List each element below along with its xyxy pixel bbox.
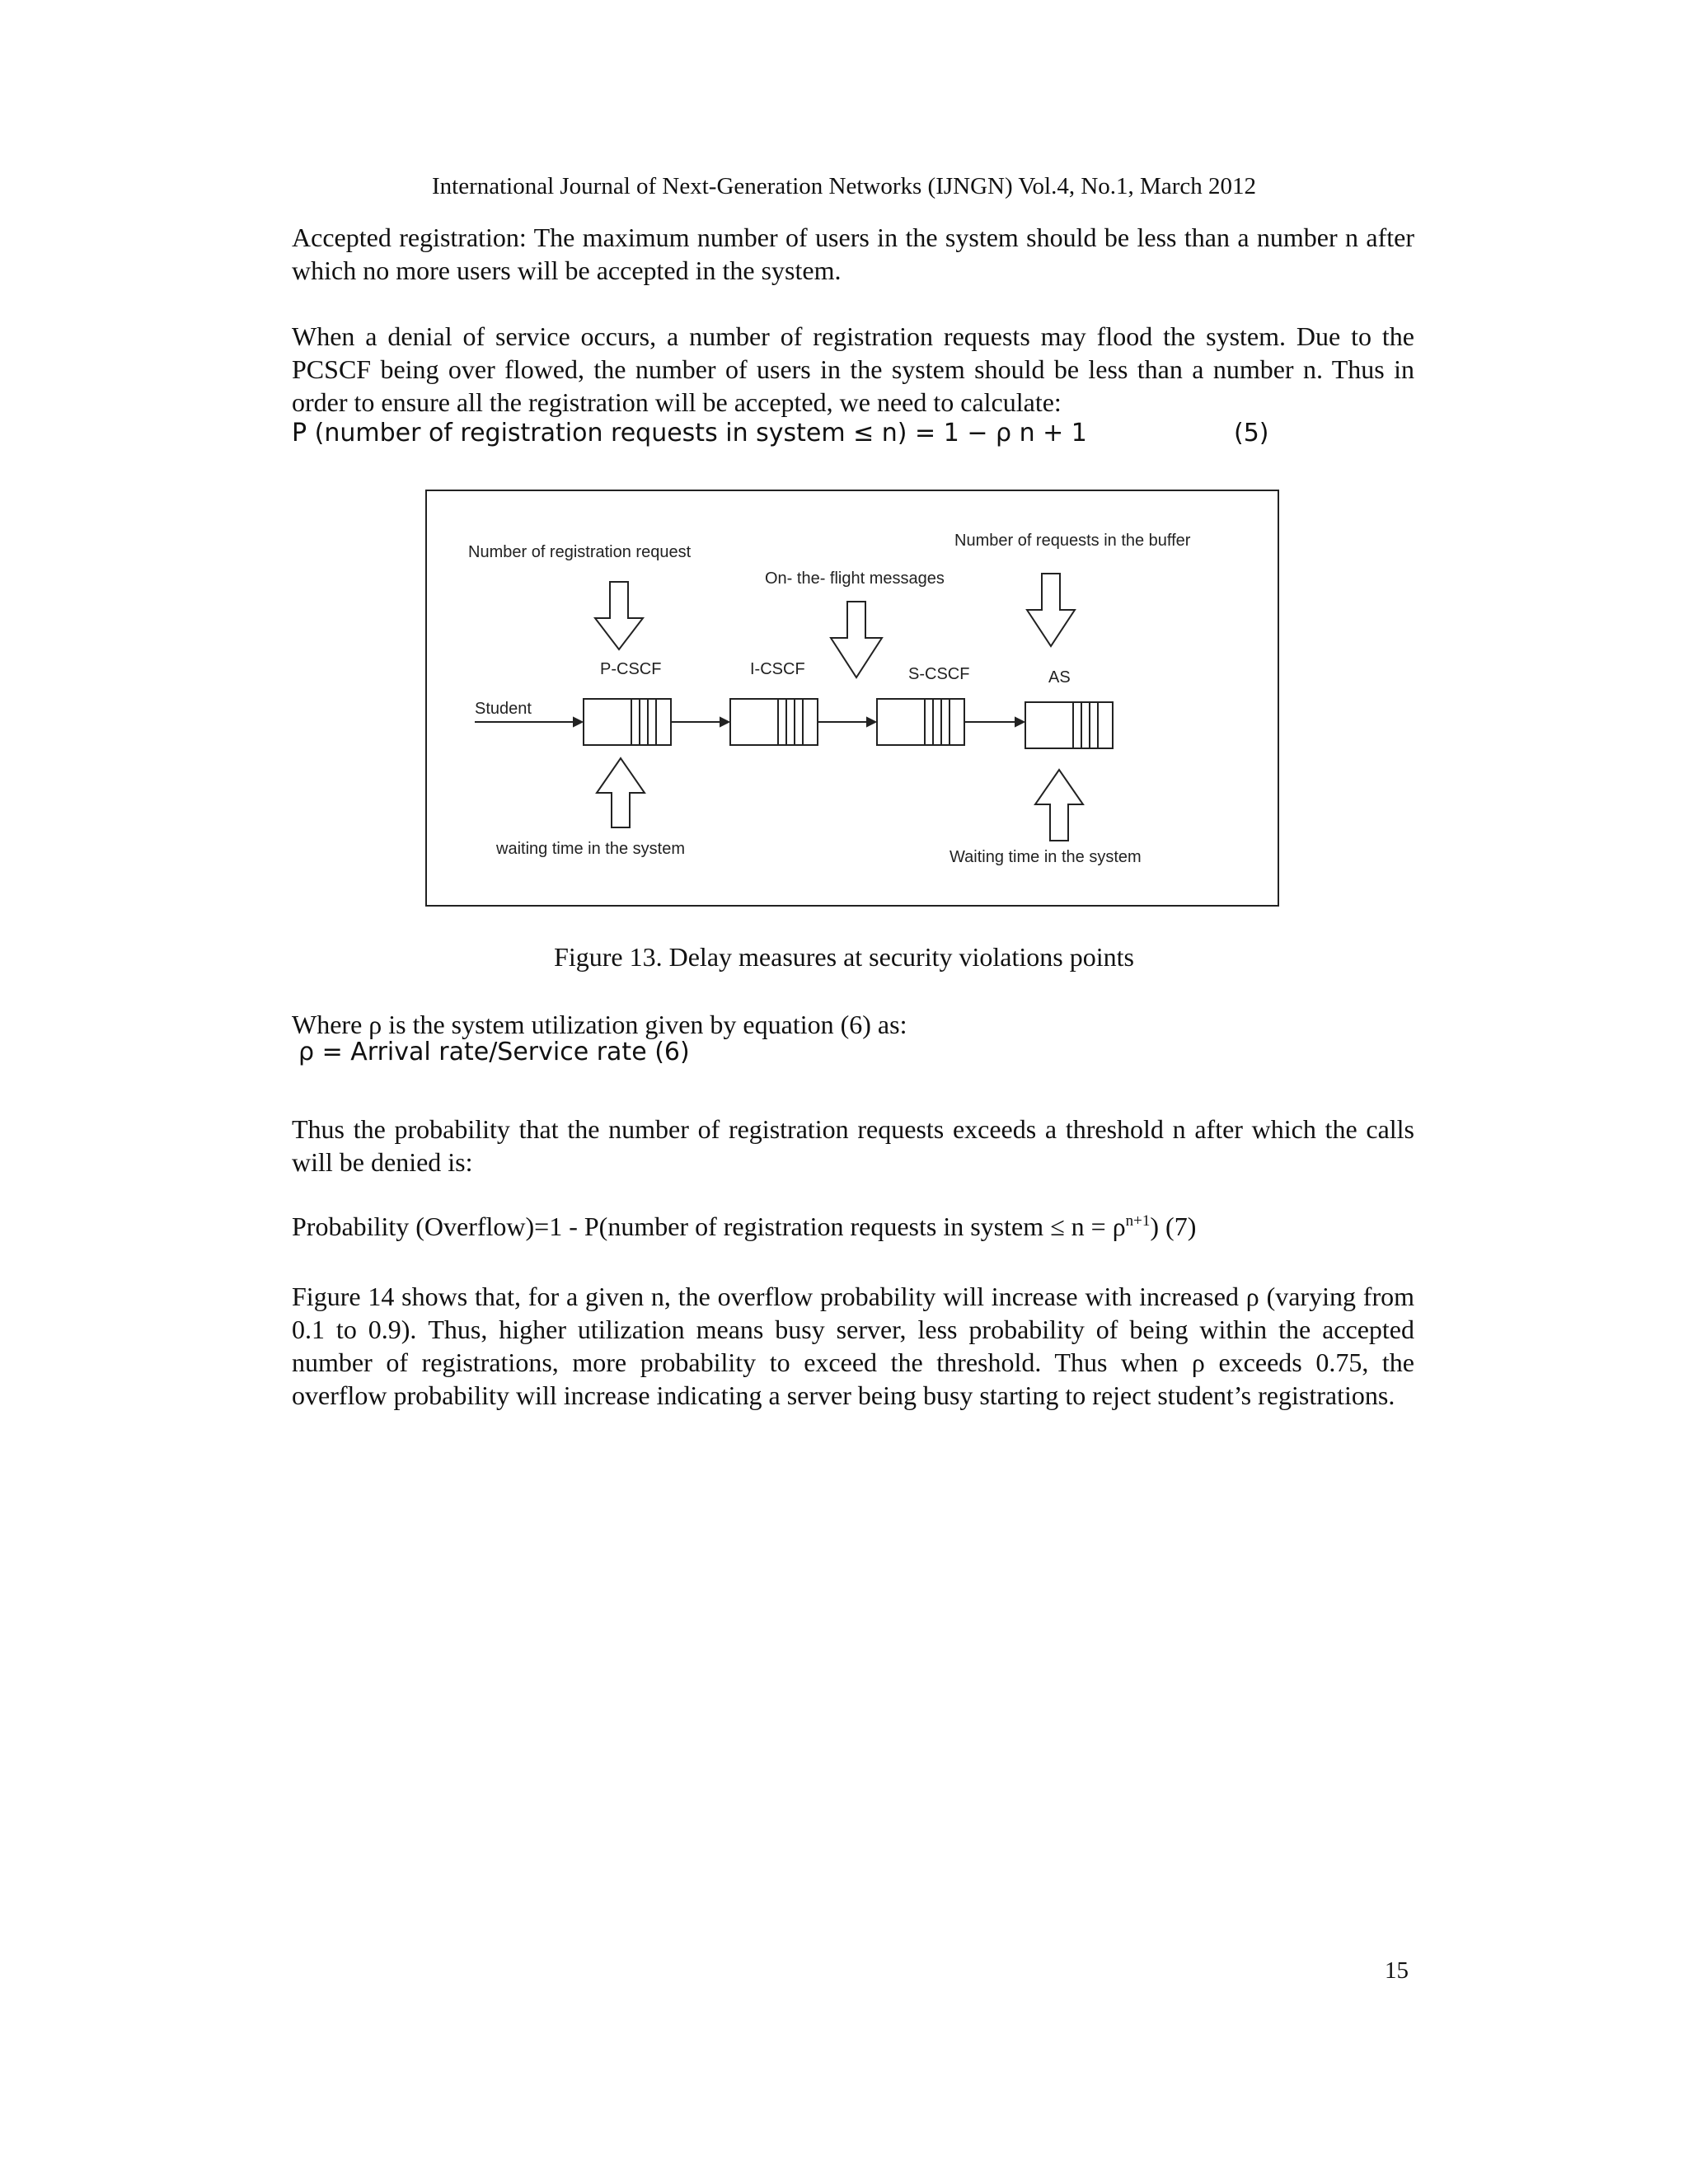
page-number: 15 — [1385, 1957, 1409, 1984]
label-on-the-flight: On- the- flight messages — [765, 569, 945, 588]
label-icscf: I-CSCF — [750, 660, 805, 678]
up-arrow-icon — [1035, 770, 1083, 841]
label-waiting-left: waiting time in the system — [496, 840, 685, 858]
down-arrow-icon — [595, 582, 643, 649]
figure-caption: Figure 13. Delay measures at security violations points — [554, 942, 1134, 972]
label-student: Student — [475, 700, 532, 718]
queue-as — [1025, 702, 1113, 748]
overflow-prefix: Probability (Overflow)=1 - P(number of registration requests in system ≤ n = ρ — [292, 1212, 1126, 1241]
arrow-head-icon — [1015, 718, 1024, 726]
journal-header: International Journal of Next-Generation Networks (IJNGN) Vol.4, No.1, March 2012 — [431, 173, 1256, 199]
equation-6: ρ = Arrival rate/Service rate (6) — [298, 1038, 690, 1066]
equation-5-number: (5) — [1234, 419, 1269, 448]
paragraph-where-rho: Where ρ is the system utilization given by equation (6) as: — [292, 1010, 907, 1039]
queue-scscf — [877, 699, 964, 745]
label-pcscf: P-CSCF — [600, 660, 662, 678]
paragraph-accepted-registration: Accepted registration: The maximum number of users in the system should be less than a number n after which no more users will be accepted in the system. — [292, 223, 1414, 285]
paragraph-threshold: Thus the probability that the number of registration requests exceeds a threshold n after which the calls will be denied is: — [292, 1114, 1414, 1177]
label-num-registration: Number of registration request — [468, 543, 692, 561]
paragraph-overflow-equation — [292, 1210, 1414, 1243]
up-arrow-icon — [597, 758, 645, 827]
queue-pcscf — [584, 699, 671, 745]
label-num-buffer: Number of requests in the buffer — [954, 532, 1191, 550]
down-arrow-icon — [831, 602, 882, 677]
label-waiting-right: Waiting time in the system — [950, 848, 1142, 866]
label-as: AS — [1048, 668, 1071, 687]
queue-icscf — [730, 699, 818, 745]
diagram-svg — [427, 491, 1281, 908]
overflow-exponent: n+1 — [1125, 1212, 1151, 1230]
paragraph-figure-14: Figure 14 shows that, for a given n, the overflow probability will increase with increased ρ (varying from 0.1 to 0.9). Thus, higher utilization means busy server, less probability of being within the accepted number of registrations, more probability to exceed the threshold. Thus when ρ exceeds 0.75, the overflow probability will increase indicating a server being busy starting to reject student’s registrations. — [292, 1282, 1414, 1410]
label-scscf: S-CSCF — [908, 665, 970, 683]
arrow-head-icon — [867, 718, 875, 726]
arrow-head-icon — [720, 718, 729, 726]
arrow-head-icon — [574, 718, 582, 726]
figure-13-diagram — [425, 490, 1279, 907]
equation-5: P (number of registration requests in system ≤ n) = 1 − ρ n + 1 — [292, 419, 1087, 448]
overflow-suffix: ) (7) — [1150, 1212, 1197, 1241]
paragraph-denial-of-service: When a denial of service occurs, a number of registration requests may flood the system. Due to the PCSCF being over flowed, the number of users in the system should be less than a number n. Thus in order to ensure all the registration will be accepted, we need to calculate: — [292, 321, 1414, 417]
down-arrow-icon — [1027, 574, 1075, 646]
